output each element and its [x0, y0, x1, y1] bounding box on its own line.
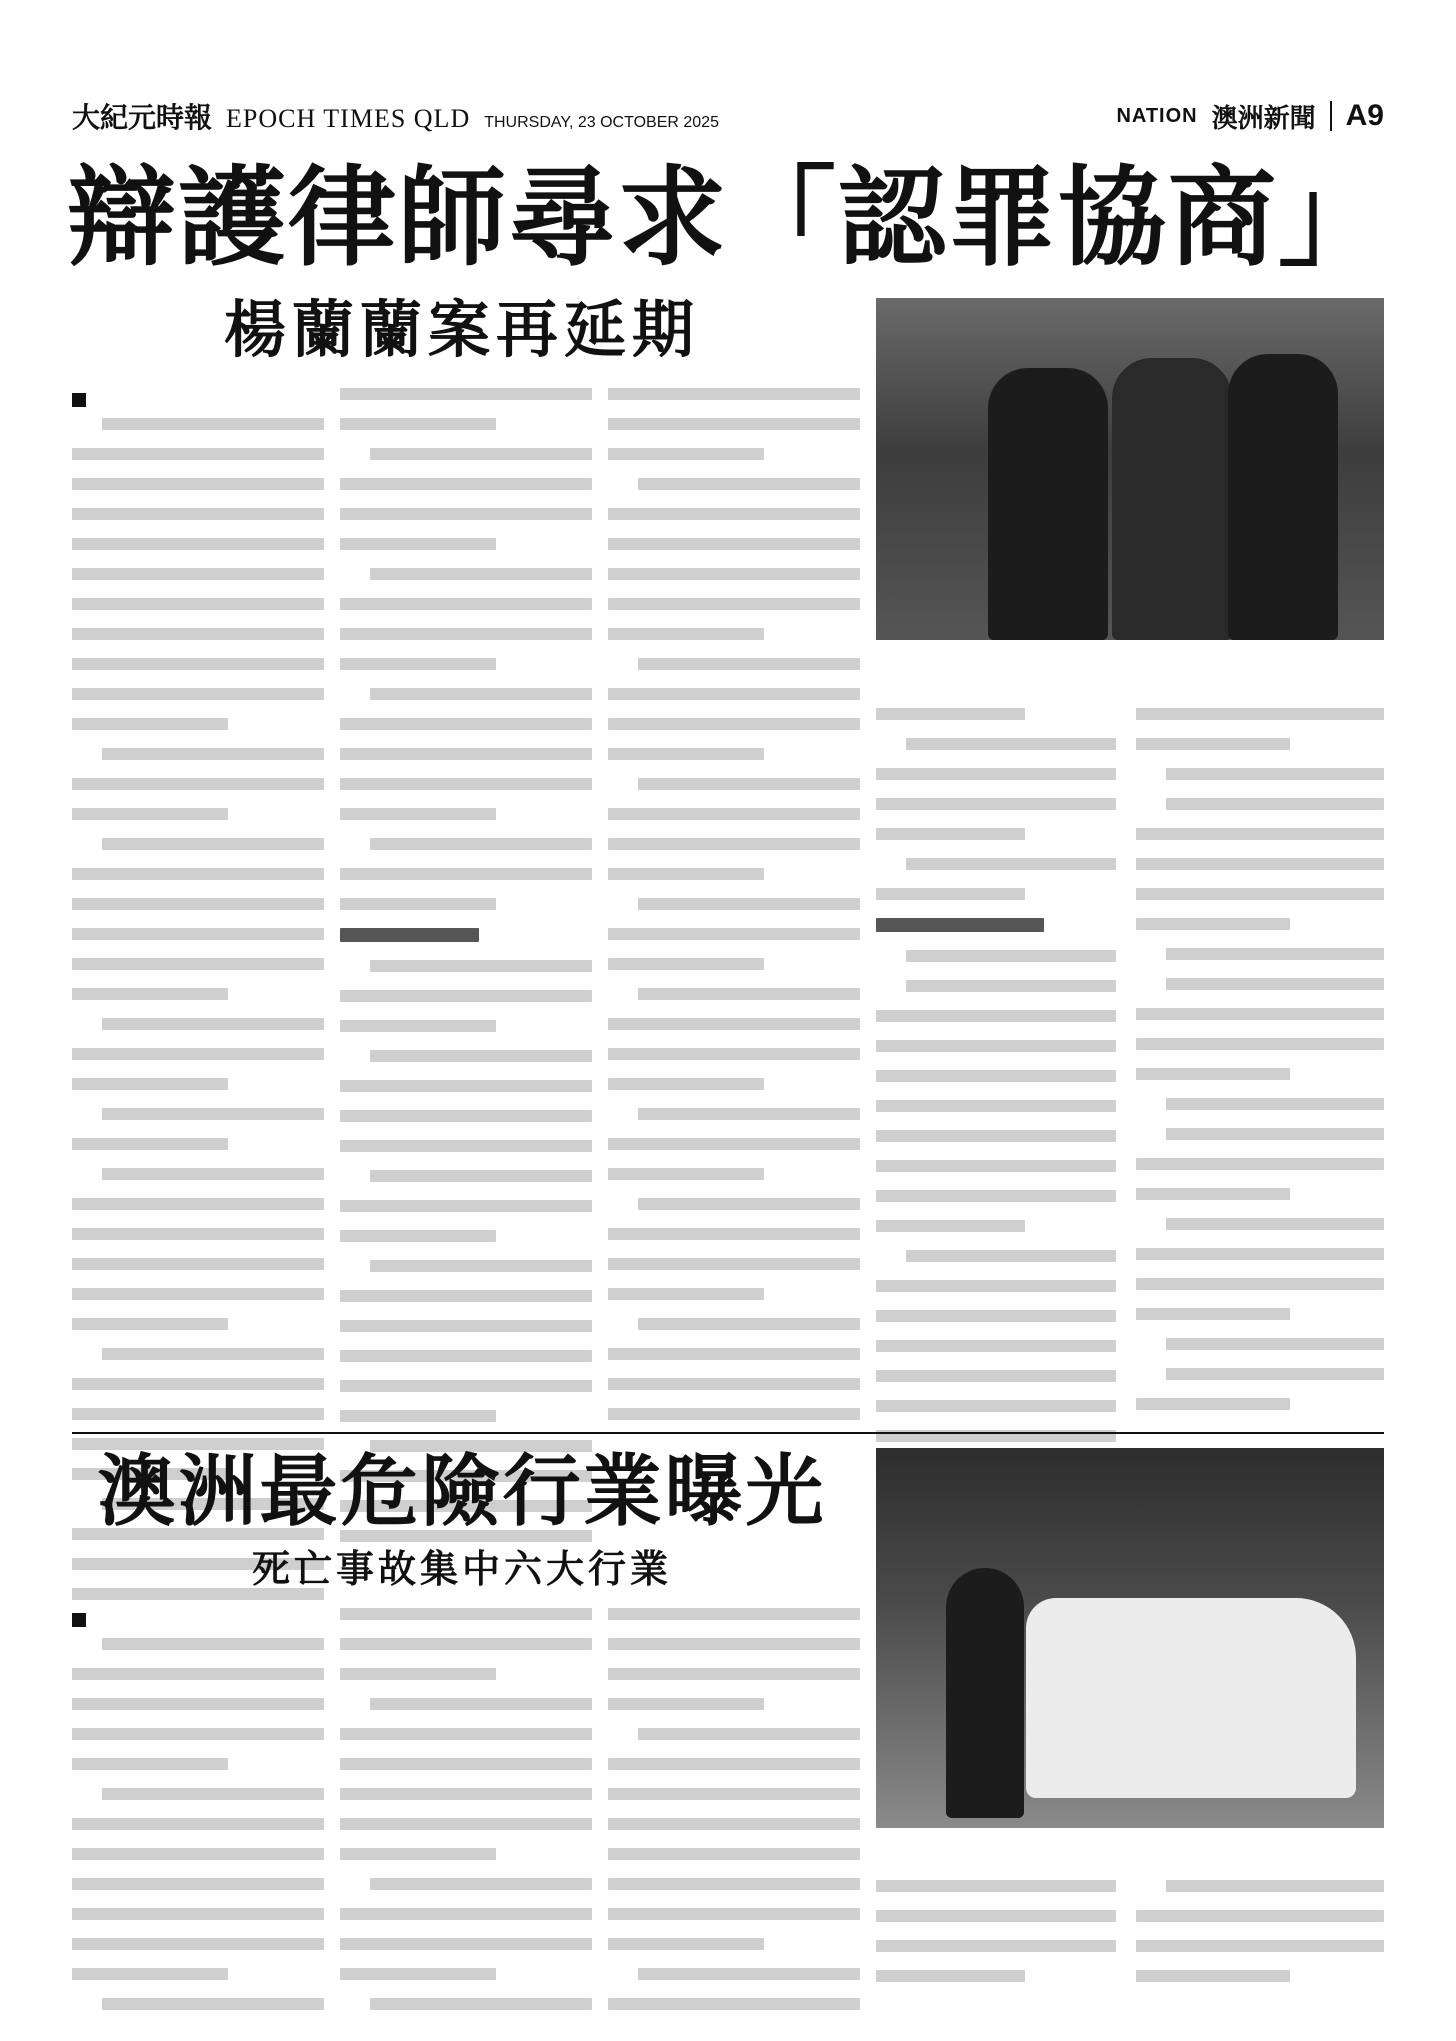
page-number: A9	[1345, 99, 1384, 132]
story1-column-2	[340, 388, 592, 1560]
issue-date: THURSDAY, 23 OCTOBER 2025	[484, 114, 719, 131]
story1-photo	[876, 298, 1384, 640]
masthead-divider	[1330, 101, 1332, 131]
byline-marker	[72, 1613, 86, 1627]
masthead-right	[1116, 98, 1384, 135]
story1-subheadline: 楊蘭蘭案再延期	[223, 293, 700, 366]
story2-column-4	[876, 1880, 1116, 2000]
story1-byline	[72, 388, 324, 412]
story1-column-3	[608, 388, 860, 1438]
masthead	[72, 96, 1384, 136]
story2-byline	[72, 1608, 324, 1632]
story2-column-5	[1136, 1880, 1384, 2000]
story2-photo	[876, 1448, 1384, 1828]
story2-column-2	[340, 1608, 592, 2028]
byline-marker	[72, 393, 86, 407]
section-label-en: NATION	[1116, 104, 1198, 127]
story1-photo-caption	[876, 648, 1384, 696]
story1-headline: 辯護律師尋求「認罪協商」	[67, 155, 1388, 281]
section-label-zh: 澳洲新聞	[1211, 103, 1316, 134]
story2-photo-caption	[876, 1836, 1384, 1862]
story-divider	[72, 1432, 1384, 1434]
edition-name: EPOCH TIMES QLD	[226, 104, 471, 133]
story2-column-1	[72, 1608, 324, 2028]
story2-column-3	[608, 1608, 860, 2028]
story2-headline: 澳洲最危險行業曝光	[97, 1447, 827, 1537]
masthead-left	[72, 96, 719, 136]
story2-subheadline: 死亡事故集中六大行業	[251, 1547, 672, 1591]
paper-name: 大紀元時報	[72, 101, 213, 134]
story1-column-5	[1136, 708, 1384, 1428]
story1-column-4	[876, 708, 1116, 1460]
